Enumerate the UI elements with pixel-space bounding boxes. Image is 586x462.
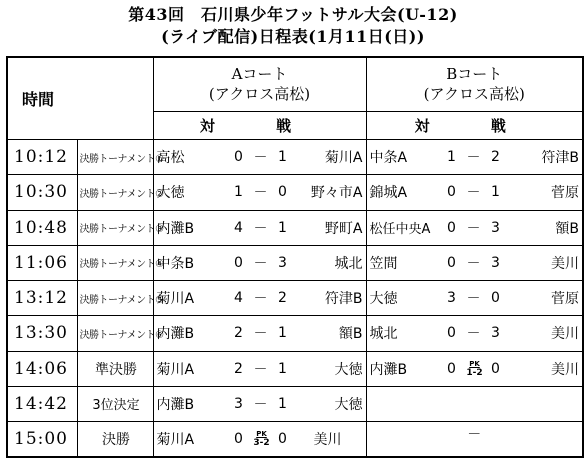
court-b-name: Bコート	[446, 65, 503, 84]
away-team: 符津B	[324, 291, 363, 308]
score-separator: －	[466, 185, 481, 202]
score-separator: －	[253, 291, 268, 308]
score-separator: －	[253, 185, 268, 202]
away-score: 2	[278, 290, 287, 307]
away-team: 菅原	[551, 291, 579, 308]
away-score: 3	[491, 219, 500, 236]
schedule-table	[6, 56, 584, 458]
away-score: 3	[278, 254, 287, 271]
match-row	[7, 210, 583, 245]
court-a-name: Aコート	[231, 65, 288, 84]
score-separator: －	[253, 220, 268, 237]
court-a-venue: (アクロス高松)	[208, 85, 311, 104]
score-separator: －	[466, 291, 481, 308]
away-score: 0	[278, 431, 287, 448]
home-team: 菊川A	[156, 432, 195, 449]
document-subtitle: (ライブ配信)日程表(1月11日(日))	[161, 27, 425, 46]
match-round: 準決勝	[77, 351, 153, 386]
match-row	[7, 140, 583, 175]
match-time: 15:00	[7, 422, 77, 457]
score-separator: －	[253, 396, 268, 413]
court-a-match	[153, 140, 366, 175]
score-separator: －	[466, 220, 481, 237]
match-round: 決勝トーナメント②	[77, 175, 153, 210]
away-team: 美川	[551, 326, 579, 343]
home-score: 1	[234, 184, 243, 201]
home-team: 中条B	[156, 255, 195, 272]
away-score: 0	[491, 290, 500, 307]
home-score: 0	[234, 254, 243, 271]
home-score: 3	[447, 290, 456, 307]
away-score: 1	[278, 149, 287, 166]
away-score: 1	[278, 325, 287, 342]
court-b-venue: (アクロス高松)	[423, 85, 525, 104]
away-score: 3	[491, 254, 500, 271]
score-separator: －	[466, 255, 481, 272]
match-round: 3位決定	[77, 386, 153, 421]
home-team: 内灘B	[369, 361, 408, 378]
court-a-match	[153, 245, 366, 280]
court-a-header	[153, 57, 366, 111]
pk-score	[251, 430, 273, 448]
match-round: 決勝	[77, 422, 153, 457]
court-a-match	[153, 316, 366, 351]
match-time: 14:42	[7, 386, 77, 421]
no-match-placeholder: －	[467, 427, 482, 444]
court-a-match	[153, 422, 366, 457]
score-separator: －	[253, 326, 268, 343]
match-time: 13:12	[7, 281, 77, 316]
home-score: 0	[234, 149, 243, 166]
home-team: 内灘B	[156, 220, 195, 237]
match-row	[7, 245, 583, 280]
match-row	[7, 316, 583, 351]
court-b-match-empty	[366, 386, 583, 421]
vs-label-b: 対 戦	[366, 111, 583, 139]
away-score: 1	[278, 219, 287, 236]
away-team: 城北	[334, 255, 363, 272]
home-score: 0	[447, 254, 456, 271]
home-score: 2	[234, 325, 243, 342]
match-row	[7, 351, 583, 386]
home-team: 大徳	[369, 291, 398, 308]
home-team: 城北	[369, 326, 398, 343]
home-score: 0	[447, 325, 456, 342]
match-time: 10:12	[7, 140, 77, 175]
home-team: 内灘B	[156, 396, 195, 413]
away-team: 野町A	[324, 220, 363, 237]
match-time: 14:06	[7, 351, 77, 386]
match-round: 決勝トーナメント③	[77, 210, 153, 245]
court-a-match	[153, 210, 366, 245]
court-b-header	[366, 57, 583, 111]
away-team: 菅原	[551, 185, 579, 202]
home-team: 菊川A	[156, 361, 195, 378]
away-team: 額B	[555, 220, 579, 237]
away-score: 3	[491, 325, 500, 342]
home-team: 錦城A	[369, 185, 408, 202]
court-b-match-empty	[366, 422, 583, 457]
away-score: 1	[491, 184, 500, 201]
match-time: 11:06	[7, 245, 77, 280]
away-team: 美川	[313, 432, 342, 449]
home-team: 内灘B	[156, 326, 195, 343]
match-row	[7, 422, 583, 457]
court-b-match	[366, 281, 583, 316]
home-score: 4	[234, 290, 243, 307]
court-b-match	[366, 245, 583, 280]
away-score: 2	[491, 149, 500, 166]
match-row	[7, 386, 583, 421]
match-round: 決勝トーナメント④	[77, 245, 153, 280]
match-time: 10:30	[7, 175, 77, 210]
away-team: 大徳	[334, 361, 363, 378]
home-score: 0	[447, 219, 456, 236]
home-score: 0	[447, 360, 456, 377]
home-score: 4	[234, 219, 243, 236]
match-time: 10:48	[7, 210, 77, 245]
time-header: 時間	[21, 90, 54, 110]
away-team: 符津B	[541, 150, 579, 167]
home-score: 3	[234, 395, 243, 412]
header-row	[7, 57, 583, 111]
match-round: 決勝トーナメント⑤	[77, 281, 153, 316]
away-team: 菊川A	[324, 150, 363, 167]
away-score: 0	[278, 184, 287, 201]
score-separator: －	[253, 255, 268, 272]
home-score: 2	[234, 360, 243, 377]
home-team: 高松	[156, 150, 185, 167]
court-b-match	[366, 316, 583, 351]
court-a-match	[153, 386, 366, 421]
court-b-match	[366, 210, 583, 245]
match-round: 決勝トーナメント①	[77, 140, 153, 175]
court-b-match	[366, 351, 583, 386]
document-title: 第43回 石川県少年フットサル大会(U-12)	[128, 5, 458, 24]
away-score: 0	[491, 360, 500, 377]
home-team: 松任中央A	[369, 222, 431, 238]
home-team: 笠間	[369, 255, 398, 272]
home-team: 菊川A	[156, 291, 195, 308]
pk-result: 3-2	[253, 438, 270, 449]
court-b-match	[366, 140, 583, 175]
court-b-match	[366, 175, 583, 210]
pk-label: PK	[469, 359, 480, 368]
home-team: 大徳	[156, 185, 185, 202]
pk-result: 1-2	[466, 367, 483, 378]
court-a-match	[153, 175, 366, 210]
away-team: 額B	[338, 326, 363, 343]
pk-label: PK	[256, 430, 267, 439]
pk-score	[464, 360, 486, 378]
home-score: 0	[234, 431, 243, 448]
home-team: 中条A	[369, 150, 408, 167]
away-score: 1	[278, 395, 287, 412]
away-score: 1	[278, 360, 287, 377]
away-team: 野々市A	[310, 185, 363, 202]
home-score: 0	[447, 184, 456, 201]
vs-label-a: 対 戦	[153, 111, 366, 139]
match-time: 13:30	[7, 316, 77, 351]
score-separator: －	[466, 326, 481, 343]
match-row	[7, 175, 583, 210]
away-team: 大徳	[334, 396, 363, 413]
match-round: 決勝トーナメント⑥	[77, 316, 153, 351]
match-row	[7, 281, 583, 316]
score-separator: －	[466, 150, 481, 167]
away-team: 美川	[551, 255, 579, 272]
home-score: 1	[447, 149, 456, 166]
score-separator: －	[253, 361, 268, 378]
court-a-match	[153, 281, 366, 316]
away-team: 美川	[551, 361, 579, 378]
score-separator: －	[253, 150, 268, 167]
court-a-match	[153, 351, 366, 386]
